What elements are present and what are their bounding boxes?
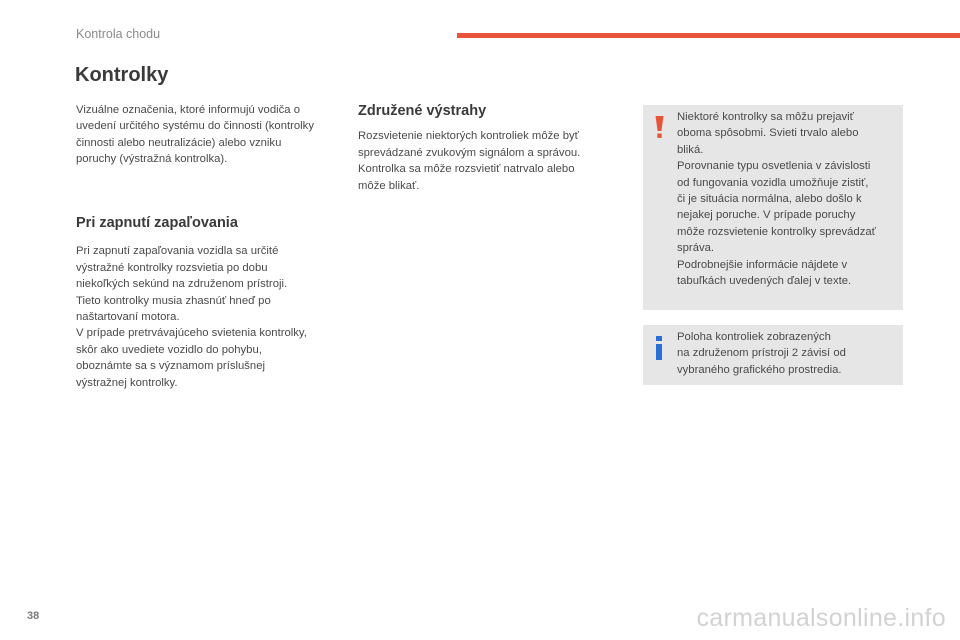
info-note-line: vybraného grafického prostredia. [677, 363, 842, 376]
info-note-box [643, 325, 903, 385]
ignition-line: výstražné kontrolky rozsvietia po dobu [76, 261, 268, 274]
exclamation-icon [655, 116, 664, 138]
ignition-heading: Pri zapnutí zapaľovania [76, 215, 238, 231]
combined-warnings-line: Kontrolka sa môže rozsvietiť natrvalo alebo [358, 163, 575, 176]
warning-note-text [677, 109, 899, 289]
warning-note-line: oboma spôsobmi. Svieti trvalo alebo [677, 127, 859, 140]
intro-paragraph [76, 102, 346, 168]
combined-warnings-heading: Združené výstrahy [358, 103, 487, 119]
ignition-line: Tieto kontrolky musia zhasnúť hneď po [76, 294, 271, 307]
page-title: Kontrolky [75, 64, 169, 86]
warning-note-line: tabuľkách uvedených ďalej v texte. [677, 275, 852, 288]
warning-note-line: správa. [677, 242, 715, 255]
info-note-text [677, 329, 899, 378]
info-note-line: na združenom prístroji 2 závisí od [677, 347, 846, 360]
combined-warnings-section [358, 102, 620, 194]
warning-note-line: Porovnanie typu osvetlenia v závislosti [677, 160, 871, 173]
ignition-line: naštartovaní motora. [76, 311, 180, 324]
ignition-line: skôr ako uvediete vozidlo do pohybu, [76, 343, 262, 356]
intro-line: činnosti alebo neutralizácie) alebo vzniku [76, 136, 282, 149]
ignition-line: V prípade pretrvávajúceho svietenia kontrolky, [76, 327, 307, 340]
warning-note-line: Podrobnejšie informácie nájdete v [677, 258, 848, 271]
info-note-line: Poloha kontroliek zobrazených [677, 331, 831, 343]
warning-note-box [643, 105, 903, 310]
combined-warnings-line: sprevádzané zvukovým signálom a správou. [358, 146, 581, 159]
ignition-line: oboznámte sa s významom príslušnej [76, 360, 265, 373]
intro-line: Vizuálne označenia, ktoré informujú vodiča o [76, 104, 300, 116]
ignition-line: výstražnej kontrolky. [76, 376, 178, 389]
ignition-section [76, 215, 346, 391]
warning-note-line: bliká. [677, 143, 704, 156]
ignition-line: niekoľkých sekúnd na združenom prístroji. [76, 278, 288, 291]
running-header: Kontrola chodu [76, 27, 161, 41]
ignition-line: Pri zapnutí zapaľovania vozidla sa určité [76, 245, 279, 258]
watermark: carmanualsonline.info [696, 604, 946, 632]
info-icon [655, 336, 663, 360]
combined-warnings-line: Rozsvietenie niektorých kontroliek môže byť [358, 130, 579, 143]
intro-line: poruchy (výstražná kontrolka). [76, 153, 228, 166]
warning-note-line: či je situácia normálna, alebo došlo k [677, 193, 862, 206]
header-accent-bar [457, 33, 960, 38]
warning-note-line: nejakej poruche. V prípade poruchy [677, 209, 856, 222]
combined-warnings-line: môže blikať. [358, 179, 420, 192]
warning-note-line: môže rozsvietenie kontrolky sprevádzať [677, 225, 876, 238]
warning-note-line: Niektoré kontrolky sa môžu prejaviť [677, 111, 854, 123]
page-number: 38 [27, 610, 40, 622]
intro-line: uvedení určitého systému do činnosti (kontrolky [76, 120, 314, 133]
warning-note-line: od fungovania vozidla umožňuje zistiť, [677, 176, 869, 189]
